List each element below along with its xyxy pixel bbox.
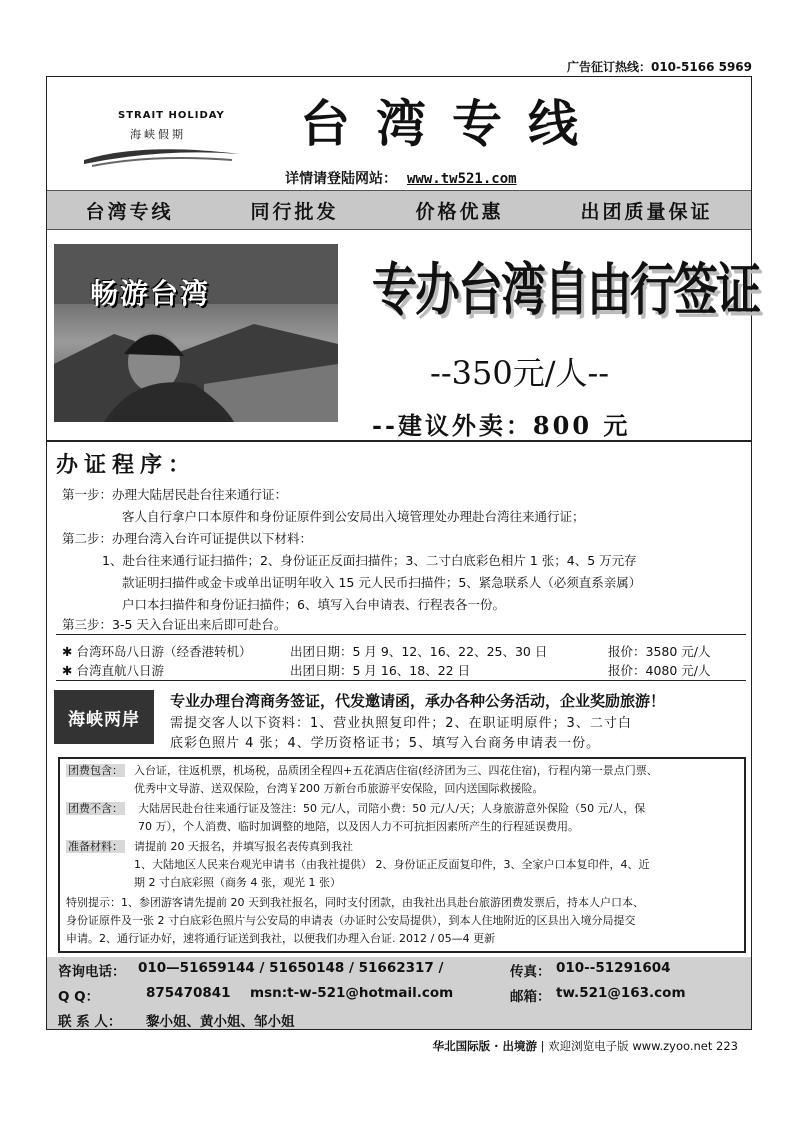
ad-hotline: 广告征订热线：010-5166 5969	[566, 60, 752, 74]
phone-label: 咨询电话：	[58, 964, 126, 980]
procedure-title: 办证程序：	[56, 452, 197, 478]
excludes-tag	[66, 800, 125, 816]
includes-line: 优秀中文导游、送双保险，台湾￥200 万新台币旅游平安保险，回内送国际救援险。	[134, 782, 544, 795]
procedure-line: 第三步：3-5 天入台证出来后即可赴台。	[62, 617, 287, 632]
fax-number: 010--51291604	[556, 960, 671, 976]
excludes-line: 大陆居民赴台往来通行证及签注：50 元/人，司陪小费：50 元/人/天；人身旅游意外保险（50 元/人，保	[138, 802, 646, 815]
phone-numbers: 010—51659144 / 51650148 / 51662317 /	[138, 960, 444, 976]
logo-swoosh-icon	[82, 140, 242, 170]
business-line: 底彩色照片 4 张；4、学历资格证书；5、填写入台商务申请表一份。	[170, 736, 601, 751]
prep-line: 请提前 20 天报名，并填写报名表传真到我社	[134, 840, 353, 853]
slogan-item: 同行批发	[250, 200, 339, 223]
email-label: 邮箱：	[510, 989, 551, 1005]
slogan-item: 台湾专线	[85, 200, 174, 223]
qq-label: Q Q：	[58, 989, 100, 1005]
divider	[56, 680, 746, 681]
website-link[interactable]: www.tw521.com	[407, 171, 517, 187]
divider	[47, 440, 751, 442]
website-line	[285, 168, 517, 188]
tips-line: 身份证原件及一张 2 寸白底彩色照片与公安局的申请表（办证时公安局提供），到本人住地附近的区县出入境分局提交	[66, 914, 636, 927]
tour-name: ✱ 台湾直航八日游	[62, 663, 164, 678]
contact-persons: 黎小姐、黄小姐、邹小姐	[146, 1014, 295, 1030]
tips-line: 申请。2、通行证办好，速将通行证送到我社，以便我们办理入台证. 2012 / 05—4 更新	[66, 932, 496, 945]
strait-logo: 海峡两岸	[54, 690, 154, 744]
excludes-line: 70 万），个人消费、临时加调整的地陪，以及因人力不可抗拒因素所产生的行程延误费用。	[138, 820, 579, 833]
photo-scene-icon	[54, 244, 338, 422]
slogan-bar	[47, 190, 751, 230]
logo-english: STRAIT HOLIDAY	[118, 110, 225, 121]
procedure-line: 第二步：办理台湾入台许可证提供以下材料：	[62, 531, 313, 546]
prep-tag-label: 准备材料：	[68, 840, 123, 853]
fax-label: 传真：	[510, 964, 551, 980]
includes-line: 入台证，往返机票，机场税，品质团全程四+五花酒店住宿(经济团为三、四花住宿)，行程内第一景点门票、	[134, 764, 658, 777]
prep-line: 期 2 寸白底彩照（商务 4 张，观光 1 张）	[134, 876, 341, 889]
slogan-item: 价格优惠	[415, 200, 504, 223]
photo-title: 畅游台湾	[90, 277, 211, 310]
procedure-line: 第一步：办理大陆居民赴台往来通行证：	[62, 487, 288, 502]
tour-name: ✱ 台湾环岛八日游（经香港转机）	[62, 644, 252, 659]
procedure-line: 户口本扫描件和身份证扫描件；6、填写入台申请表、行程表各一份。	[122, 597, 505, 612]
suggested-retail-price: --建议外卖：800 元	[372, 411, 631, 440]
tour-dates: 出团日期：5 月 9、12、16、22、25、30 日	[290, 644, 548, 659]
procedure-line: 客人自行拿户口本原件和身份证原件到公安局出入境管理处办理赴台湾往来通行证；	[122, 509, 585, 524]
prep-line: 1、大陆地区人民来台观光申请书（由我社提供） 2、身份证正反面复印件，3、全家户口本复印件，4、近	[134, 858, 650, 871]
visa-price: --350元/人--	[430, 354, 610, 392]
promo-photo	[54, 244, 338, 422]
msn-address: msn:t-w-521@hotmail.com	[250, 985, 454, 1001]
tips-line: 特别提示：1、参团游客请先提前 20 天到我社报名，同时支付团款，由我社出具赴台旅游团费发票后，持本人户口本、	[66, 896, 644, 909]
tour-dates: 出团日期：5 月 16、18、22 日	[290, 663, 471, 678]
excludes-tag-label: 团费不含：	[68, 802, 123, 815]
qq-number: 875470841	[146, 985, 231, 1001]
page-title: 台湾专线	[300, 94, 604, 153]
includes-tag-label: 团费包含：	[68, 764, 123, 777]
procedure-line: 款证明扫描件或金卡或单出证明年收入 15 元人民币扫描件；5、紧急联系人（必须直系亲属）	[122, 575, 642, 590]
page-footer	[433, 1038, 738, 1054]
logo-chinese: 海峡假期	[130, 128, 186, 141]
email-address: tw.521@163.com	[556, 985, 686, 1001]
business-visa-headline: 专业办理台湾商务签证，代发邀请函，承办各种公务活动，企业奖励旅游！	[170, 692, 666, 710]
tour-price: 报价：3580 元/人	[608, 644, 711, 659]
footer-website: | 欢迎浏览电子版 www.zyoo.net 223	[540, 1039, 738, 1053]
contact-person-label: 联 系 人：	[58, 1014, 122, 1030]
footer-section: 华北国际版 · 出境游	[432, 1039, 537, 1053]
procedure-line: 1、赴台往来通行证扫描件；2、身份证正反面扫描件；3、二寸白底彩色相片 1 张；4、5 万元存	[102, 553, 637, 568]
divider	[56, 634, 746, 635]
includes-tag	[66, 762, 125, 778]
website-label: 详情请登陆网站：	[285, 171, 397, 187]
prep-tag	[66, 838, 125, 854]
visa-headline: 专办台湾自由行签证	[372, 256, 760, 323]
slogan-item: 出团质量保证	[580, 200, 713, 223]
business-line: 需提交客人以下资料：1、营业执照复印件；2、在职证明原件；3、二寸白	[170, 716, 632, 731]
tour-price: 报价：4080 元/人	[608, 663, 711, 678]
